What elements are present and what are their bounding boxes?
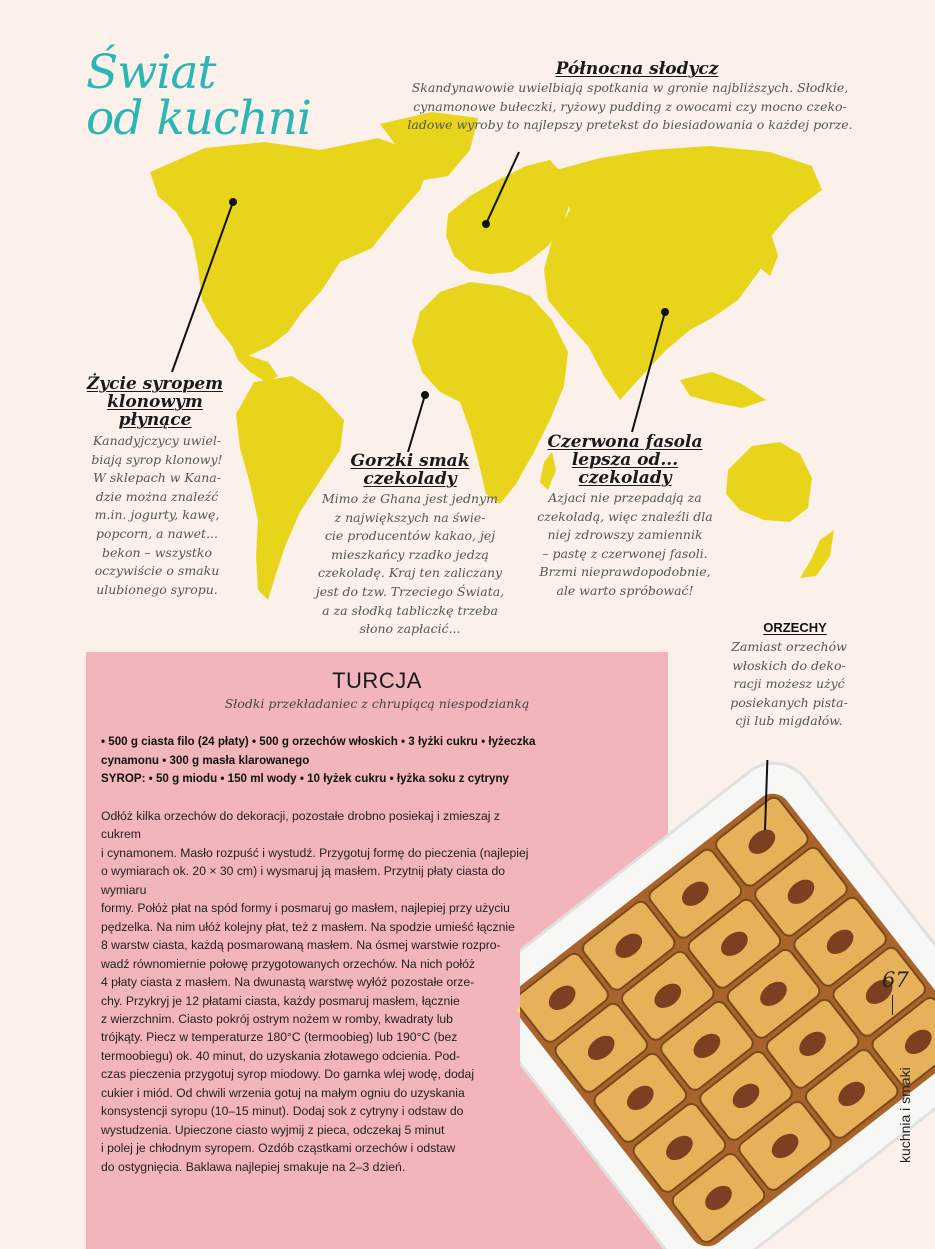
method-line: pędzelka. Na nim ułóż kolejny płat, też z masłem. Na spodzie umieść łącznie <box>101 919 515 934</box>
asia-line: czekoladą, więc znaleźli dla <box>537 508 713 524</box>
canada-heading <box>80 375 230 429</box>
method-line: wadź równomiernie połowę przygotowanych orzechów. Na nich połóż <box>101 956 475 971</box>
method-line: 8 warstw ciasta, każdą posmarowaną masłem. Na ósmej warstwie rozpro- <box>101 938 501 953</box>
nuts-line: włoskich do deko- <box>732 657 846 673</box>
north-america <box>150 138 432 356</box>
method-line: o wymiarach ok. 20 × 30 cm) i wysmaruj ją masłem. Przytnij płaty ciasta do wymiaru <box>101 864 506 897</box>
method-line: konsystencji syropu (10–15 minut). Dodaj sok z cytryny i odstaw do <box>101 1104 464 1119</box>
ghana-heading-line: czekolady <box>363 469 457 489</box>
ghana-line: cie producentów kakao, jej <box>324 528 496 544</box>
syrup-line: SYROP: • 50 g miodu • 150 ml wody • 10 łyżek cukru • łyżka soku z cytryny <box>101 772 509 785</box>
north-line: cynamonowe bułeczki, ryżowy pudding z owocami czy mocno czeko- <box>413 98 847 114</box>
asia-line: ale warto spróbować! <box>556 582 694 598</box>
baklava-pieces <box>520 795 935 1246</box>
asia-heading-line: Czerwona fasola <box>547 432 703 452</box>
canada-line: bekon – wszystko <box>101 544 213 560</box>
canada-line: biają syrop klonowy! <box>91 451 223 467</box>
new-zealand <box>800 530 834 578</box>
canada-line: popcorn, a nawet... <box>96 525 218 541</box>
ingredients-line: cynamonu • 300 g masła klarowanego <box>101 753 310 767</box>
australia <box>726 442 812 522</box>
ghana-line: słono zapłacić... <box>359 621 461 637</box>
method-line: i cynamonem. Masło rozpuść i wystudź. Przygotuj formę do pieczenia (najlepiej <box>101 845 529 860</box>
asia-text <box>525 489 725 601</box>
recipe-method <box>101 807 529 1176</box>
method-line: z wierzchnim. Ciasto pokrój ostrym nożem w romby, kwadraty lub <box>101 1011 453 1026</box>
canada-text <box>82 432 232 599</box>
asia <box>544 146 822 400</box>
north-line: Skandynawowie uwielbiają spotkania w gronie najbliższych. Słodkie, <box>411 80 849 95</box>
asia-heading <box>530 433 720 487</box>
asia-heading-line: lepsza od... <box>571 450 679 470</box>
ghana-text <box>310 490 510 639</box>
canada-line: ulubionego syropu. <box>96 581 218 597</box>
canada-line: m.in. jogurty, kawę, <box>94 507 220 523</box>
recipe-subtitle: Słodki przekładaniec z chrupiącą niespodzianką <box>224 696 530 711</box>
asia-line: Brzmi nieprawdopodobnie, <box>539 564 711 580</box>
ghana-heading <box>330 452 490 488</box>
north-line: ladowe wyroby to najlepszy pretekst do biesiadowania o każdej porze. <box>407 117 853 133</box>
ghana-line: Mimo że Ghana jest jednym <box>322 491 498 506</box>
nuts-heading: ORZECHY <box>763 620 827 635</box>
asia-line: Azjaci nie przepadają za <box>548 490 702 505</box>
page-number-rule <box>892 995 893 1015</box>
canada-heading-line: Życie syropem <box>86 374 224 394</box>
north-text <box>400 79 860 135</box>
method-line: 4 płaty ciasta z masłem. Na dwunastą warstwę wyłóż pozostałe orze- <box>101 975 475 990</box>
asia-line: niej zdrowszy zamiennik <box>547 527 703 543</box>
method-line: trójkąty. Piecz w temperaturze 180°C (termoobieg) lub 190°C (bez <box>101 1030 458 1045</box>
canada-heading-line: klonowym <box>107 392 203 412</box>
ghana-line: jest do tzw. Trzeciego Świata, <box>315 583 505 599</box>
ghana-line: z największych na świe- <box>334 509 486 525</box>
nuts-line: posiekanych pista- <box>730 694 848 710</box>
page-number: 67 <box>882 968 909 992</box>
ghana-line: a za słodką tabliczkę trzeba <box>322 602 498 618</box>
ghana-line: mieszkańcy rzadko jedzą <box>331 546 489 562</box>
recipe-country: TURCJA <box>332 668 422 693</box>
title-line-1: Świat <box>86 45 216 100</box>
title-line-2: od kuchni <box>86 91 311 146</box>
canada-heading-line: płynące <box>118 410 192 430</box>
method-line: chy. Przykryj je 12 płatami ciasta, każdy posmaruj masłem, łącznie <box>101 993 460 1008</box>
method-line: Odłóż kilka orzechów do dekoracji, pozostałe drobno posiekaj i zmieszaj z cukrem <box>101 809 500 842</box>
nuts-line: cji lub migdałów. <box>735 713 843 729</box>
method-line: formy. Połóż płat na spód formy i posmaruj go masłem, najlepiej przy użyciu <box>101 901 510 916</box>
nuts-line: racji możesz użyć <box>733 676 845 692</box>
page-title <box>86 45 311 146</box>
ghana-heading-line: Gorzki smak <box>350 451 470 471</box>
method-line: termoobiegu) ok. 40 minut, do uzyskania złotawego odcienia. Pod- <box>101 1048 461 1063</box>
method-line: czas pieczenia przygotuj syrop miodowy. Do garnka wlej wodę, dodaj <box>101 1067 475 1082</box>
baklava-dish-photo <box>520 760 935 1249</box>
ghana-line: czekoladę. Kraj ten zaliczany <box>317 565 503 581</box>
se-asia-islands <box>680 372 766 408</box>
ingredients-line: • 500 g ciasta filo (24 płaty) • 500 g orzechów włoskich • 3 łyżki cukru • łyżeczka <box>101 735 536 748</box>
asia-heading-line: czekolady <box>578 468 672 488</box>
method-line: cukier i miód. Od chwili wrzenia gotuj na małym ogniu do uzyskania <box>101 1085 465 1100</box>
canada-line: Kanadyjczycy uwiel- <box>92 433 222 448</box>
nuts-line: Zamiast orzechów <box>731 639 847 654</box>
method-line: wystudzenia. Upieczone ciasto wyjmij z pieca, odczekaj 5 minut <box>101 1122 445 1137</box>
canada-line: oczywiście o smaku <box>94 563 220 579</box>
canada-line: W sklepach w Kana- <box>93 470 221 486</box>
nuts-text <box>724 638 854 731</box>
north-heading: Północna słodycz <box>555 59 719 79</box>
section-name: kuchnia i smaki <box>897 1067 913 1163</box>
canada-line: dzie można znaleźć <box>95 488 219 504</box>
method-line: i polej je chłodnym syropem. Ozdób cząstkami orzechów i odstaw <box>101 1141 456 1156</box>
method-line: do ostygnięcia. Baklawa najlepiej smakuje na 2–3 dzień. <box>101 1159 406 1174</box>
asia-line: – pastę z czerwonej fasoli. <box>542 545 708 561</box>
